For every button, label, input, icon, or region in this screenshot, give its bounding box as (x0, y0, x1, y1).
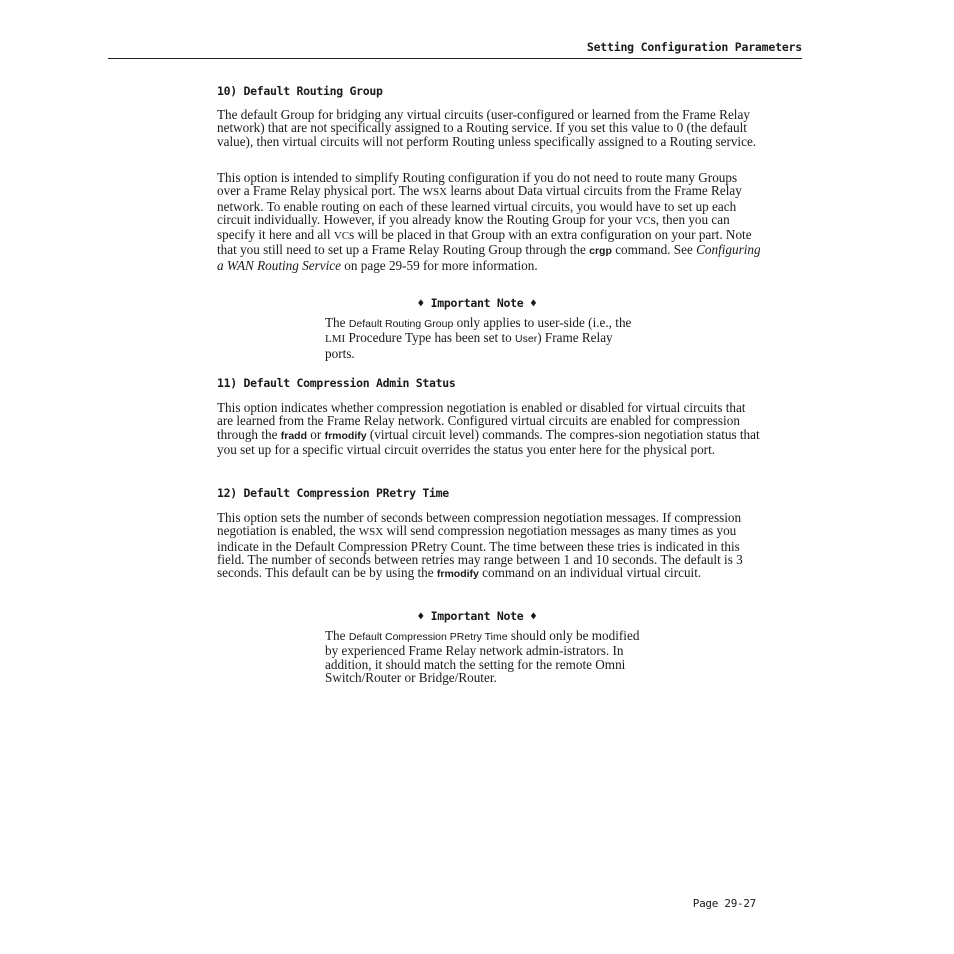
paragraph-compression-pretry-time: This option sets the number of seconds between compression negotiation messages. If compression negotiation is enabled, the WSX will send compression negotiation messages as many times as you indicate in the Default Compression PRetry Count. The time between these tries is indicated in this field. The number of seconds between retries may range between 1 and 10 seconds. The default is 3 seconds. This default can be by using the frmodify command on an individual virtual circuit. (217, 510, 743, 581)
heading-default-compression-pretry-time: 12) Default Compression PRetry Time (217, 486, 449, 500)
heading-default-routing-group: 10) Default Routing Group (217, 84, 383, 98)
keyword-default-compression-pretry-time: Default Compression PRetry Time (348, 631, 508, 643)
paragraph-routing-group-definition: The default Group for bridging any virtual circuits (user-configured or learned from the Frame Relay network) that are not specifically assigned to a Routing service. If you set this value to 0 (the default value), then virtual circuits will not perform Routing unless specifically assigned to a Routing service. (217, 107, 757, 149)
important-note-heading: ♦ Important Note ♦ (417, 296, 537, 310)
paragraph-compression-admin-status: This option indicates whether compression negotiation is enabled or disabled for virtual circuits that are learned from the Frame Relay network. Configured virtual circuits are enabled for compression through the fradd or frmodify (virtual circuit level) commands. The compres-sion negotiation status that you set up for a specific virtual circuit overrides the status you enter here for the physical port. (217, 400, 760, 457)
page-number: Page 29-27 (692, 897, 756, 910)
command-frmodify: frmodify (436, 568, 479, 581)
command-frmodify: frmodify (324, 429, 367, 442)
command-fradd: fradd (280, 429, 307, 442)
paragraph-routing-group-purpose: This option is intended to simplify Routing configuration if you do not need to route many Groups over a Frame Relay physical port. The WSX learns about Data virtual circuits from the Frame Relay network. To enable routing on each of these learned virtual circuits, you would have to set up each circuit individually. However, if you already know the Routing Group for your VCs, then you can specify it here and all VCs will be placed in that Group with an extra configuration on your part. Note that you still need to set up a Frame Relay Routing Group through the crgp command. See Configuring a WAN Routing Service on page 29-59 for more information. (217, 170, 761, 273)
running-header: Setting Configuration Parameters (586, 40, 802, 54)
important-note-heading: ♦ Important Note ♦ (417, 609, 537, 623)
header-rule (108, 58, 802, 59)
heading-default-compression-admin-status: 11) Default Compression Admin Status (217, 376, 456, 390)
important-note-text: The Default Routing Group only applies to user-side (i.e., the LMI Procedure Type has been set to User) Frame Relay ports. (325, 315, 632, 361)
command-crgp: crgp (589, 245, 612, 258)
cross-reference: Configuring a WAN Routing Service (217, 242, 761, 273)
important-note-text: The Default Compression PRetry Time should only be modified by experienced Frame Relay network admin-istrators. In addition, it should match the setting for the remote Omni Switch/Router or Bridge/Router. (325, 628, 640, 685)
keyword-user: User (515, 333, 538, 346)
keyword-default-routing-group: Default Routing Group (348, 318, 454, 330)
